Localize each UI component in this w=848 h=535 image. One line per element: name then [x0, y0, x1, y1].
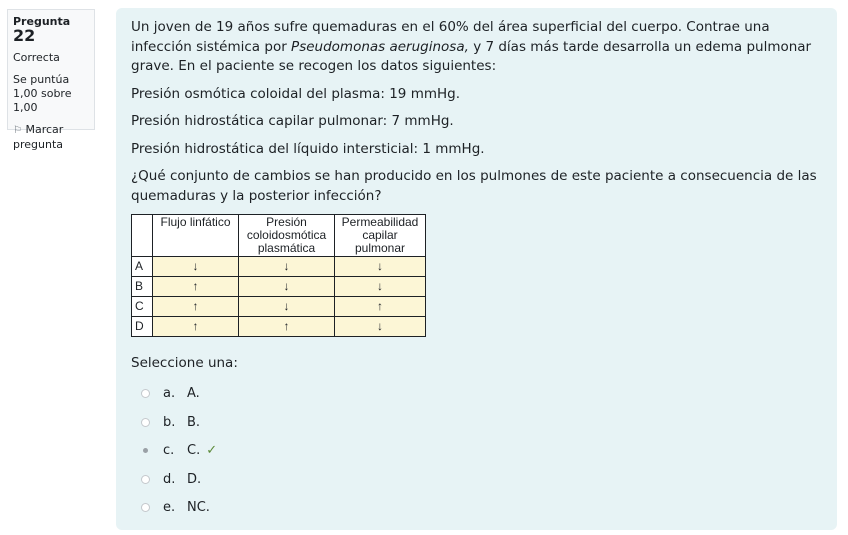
question-label: Pregunta — [13, 15, 71, 28]
flag-icon: ⚐ — [13, 125, 22, 136]
flag-label: Marcar pregunta — [13, 123, 64, 151]
table-header: Flujo linfático — [153, 215, 239, 257]
answer-option-c[interactable] — [131, 437, 823, 466]
arrow-cell: ↑ — [153, 277, 239, 297]
question-content — [116, 8, 837, 530]
radio-button[interactable] — [141, 503, 150, 512]
correct-check-icon: ✓ — [206, 443, 218, 458]
question-info-panel — [7, 9, 95, 151]
answer-letter: a. — [163, 386, 176, 401]
table-row — [132, 257, 426, 277]
flag-question-link[interactable] — [13, 123, 89, 152]
row-letter: A — [132, 257, 153, 277]
answer-prompt: Seleccione una: — [131, 355, 238, 371]
row-letter: B — [132, 277, 153, 297]
question-number — [13, 15, 89, 45]
table-row — [132, 277, 426, 297]
radio-button[interactable] — [141, 418, 150, 427]
answer-text: NC. — [187, 500, 210, 515]
arrow-cell: ↑ — [153, 317, 239, 337]
table-row — [132, 317, 426, 337]
intro-text-2: y 7 días más tarde desarrolla un edema pulmonar grave. En el paciente se recogen los datos siguientes: — [131, 38, 812, 74]
answer-list — [131, 380, 823, 523]
answer-letter: e. — [163, 500, 176, 515]
answer-option-d[interactable] — [131, 465, 823, 494]
intro-organism: Pseudomonas aeruginosa, — [291, 38, 469, 55]
answer-option-e[interactable] — [131, 494, 823, 523]
table-header: Presión coloidosmótica plasmática — [239, 215, 335, 257]
table-corner — [132, 215, 153, 257]
data-line-1: Presión osmótica coloidal del plasma: 19 mmHg. — [131, 85, 461, 102]
question-number-value: 22 — [13, 26, 36, 45]
question-text: ¿Qué conjunto de cambios se han producido en los pulmones de este paciente a consecuencia de las quemaduras y la posterior infección? — [131, 168, 817, 204]
arrow-cell: ↓ — [335, 257, 426, 277]
table-row — [132, 297, 426, 317]
arrow-cell: ↓ — [335, 317, 426, 337]
answer-text: D. — [187, 471, 202, 487]
question-grade: Se puntúa 1,00 sobre 1,00 — [13, 73, 72, 114]
arrow-cell: ↑ — [153, 297, 239, 317]
answer-text: C. — [187, 443, 201, 458]
answer-option-b[interactable] — [131, 408, 823, 437]
arrow-cell: ↑ — [335, 297, 426, 317]
answer-text: B. — [187, 414, 201, 430]
question-intro — [131, 18, 823, 77]
arrow-cell: ↓ — [239, 277, 335, 297]
data-line-3: Presión hidrostática del líquido intersticial: 1 mmHg. — [131, 140, 485, 157]
answer-option-a[interactable] — [131, 380, 823, 409]
data-line-2: Presión hidrostática capilar pulmonar: 7 mmHg. — [131, 113, 454, 129]
radio-button[interactable] — [141, 475, 150, 484]
arrow-cell: ↓ — [153, 257, 239, 277]
arrow-cell: ↓ — [239, 257, 335, 277]
table-header: Permeabilidad capilar pulmonar — [335, 215, 426, 257]
arrow-cell: ↓ — [239, 297, 335, 317]
answer-letter: d. — [163, 471, 176, 487]
row-letter: C — [132, 297, 153, 317]
options-table — [131, 214, 426, 337]
row-letter: D — [132, 317, 153, 337]
answer-text: A. — [187, 386, 200, 401]
answer-letter: b. — [163, 414, 176, 430]
question-state: Correcta — [13, 51, 60, 64]
arrow-cell: ↓ — [335, 277, 426, 297]
radio-button-selected[interactable] — [143, 448, 148, 453]
radio-button[interactable] — [141, 389, 150, 398]
arrow-cell: ↑ — [239, 317, 335, 337]
answer-letter: c. — [163, 443, 175, 458]
intro-text-1: Un joven de 19 años sufre quemaduras en el 60% del área superficial del cuerpo. Contrae una infección sistémica por — [131, 19, 770, 55]
